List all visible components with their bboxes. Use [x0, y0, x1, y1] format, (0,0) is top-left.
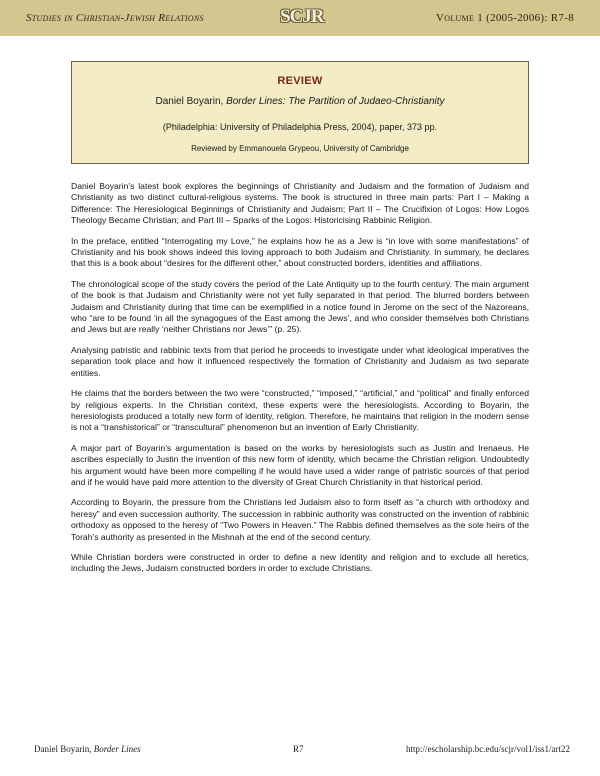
journal-header-bar — [0, 0, 600, 36]
publication-details: (Philadelphia: University of Philadelphia Press, 2004), paper, 373 pp. — [162, 122, 438, 132]
body-paragraph: The chronological scope of the study covers the period of the Late Antiquity up to the fourth century. The main argument of the book is that Judaism and Christianity were not yet fully separated in that period. The blurred borders between Judaism and Christianity during that time can be exemplified in a notice found in Jerome on the sect of the Nazoreans, who “are to be found ‘in all the synagogues of the East among the Jews’, and who consider themselves both Christians and Jews but are really ‘neither Christians nor Jews’” (p. 25). — [71, 278, 529, 335]
body-paragraph: According to Boyarin, the pressure from the Christians led Judaism also to form itself as “a church with orthodoxy and heresy” and even succession authority. The succession in rabbinic authority was constructed on the invention of rabbinic orthodoxy as opposed to the heresy of “Two Powers in Heaven.” The Rabbis defined themselves as the sole heirs of the Torah’s authority as presented in the Mishnah at the end of the second century. — [71, 497, 529, 542]
page-number: R7 — [293, 744, 304, 754]
review-heading: REVIEW — [277, 75, 323, 87]
body-paragraph: Analysing patristic and rabbinic texts from that period he proceeds to investigate under what ideological imperatives the separation took place and how it influenced respectively the formation of Christianity and Judaism as two separate entities. — [71, 344, 529, 378]
volume-info: Volume 1 (2005-2006): R7-8 — [436, 12, 574, 24]
review-title-box — [71, 61, 529, 164]
footer-book-title: Border Lines — [93, 744, 141, 754]
body-paragraph: A major part of Boyarin’s argumentation is based on the works by heresiologists such as Justin and Irenaeus. He ascribes especially to Justin the invention of this new form of identity, which became the Christian religion. Undoubtedly his argument would have been more compelling if he would have used a wider range of patristic sources of that period and if he would have paid more attention to the diversity of Great Church Christianity in that historical period. — [71, 442, 529, 487]
body-paragraph: Daniel Boyarin’s latest book explores the beginnings of Christianity and Judaism and the formation of Judaism and Christianity as two distinct cultural-religious systems. The book is structured in three main parts: Part I – Making a Difference: The Heresiological Beginnings of Christianity and Judaism; Part II – The Crucifixion of Logos: How Logos Theology Became Christian; and Part III – Sparks of the Logos: Historicising Rabbinic Religion. — [71, 181, 529, 226]
body-paragraph: While Christian borders were constructed in order to define a new identity and religion and to exclude all heretics, including the Jews, Judaism constructed borders in order to exclude Christians. — [71, 551, 529, 574]
body-paragraph: He claims that the borders between the two were “constructed,” “imposed,” “artificial,” and “political” and finally enforced by religious experts. In the Christian context, these experts were the heresiologists. According to Boyarin, the heresiologists produced a totally new form of identity, religion. Therefore, he maintains that religion in the modern sense is not a “transhistorical” or “transcultural” phenomenon but an invention of Early Christianity. — [71, 388, 529, 433]
journal-logo: SCJR — [280, 6, 324, 27]
book-author: Daniel Boyarin, — [155, 96, 227, 107]
body-paragraph: In the preface, entitled “Interrogating my Love,” he explains how he as a Jew is “in love with some manifestations” of Christianity and his book shows indeed this loving approach to both Judaism and Christianity. In summary, he declares that this is a book about “desires for the different other,” about constructed borders, identities and affiliations. — [71, 235, 529, 269]
footer-url-link[interactable]: http://escholarship.bc.edu/scjr/vol1/iss1/art22 — [406, 744, 570, 754]
footer-citation — [34, 744, 141, 754]
journal-name: Studies in Christian-Jewish Relations — [26, 12, 204, 24]
reviewer-credit: Reviewed by Emmanouela Grypeou, University of Cambridge — [191, 144, 409, 153]
book-title: Border Lines: The Partition of Judaeo-Christianity — [226, 96, 445, 107]
book-citation — [72, 96, 528, 107]
footer-author: Daniel Boyarin, — [34, 744, 94, 754]
review-body — [71, 181, 529, 584]
